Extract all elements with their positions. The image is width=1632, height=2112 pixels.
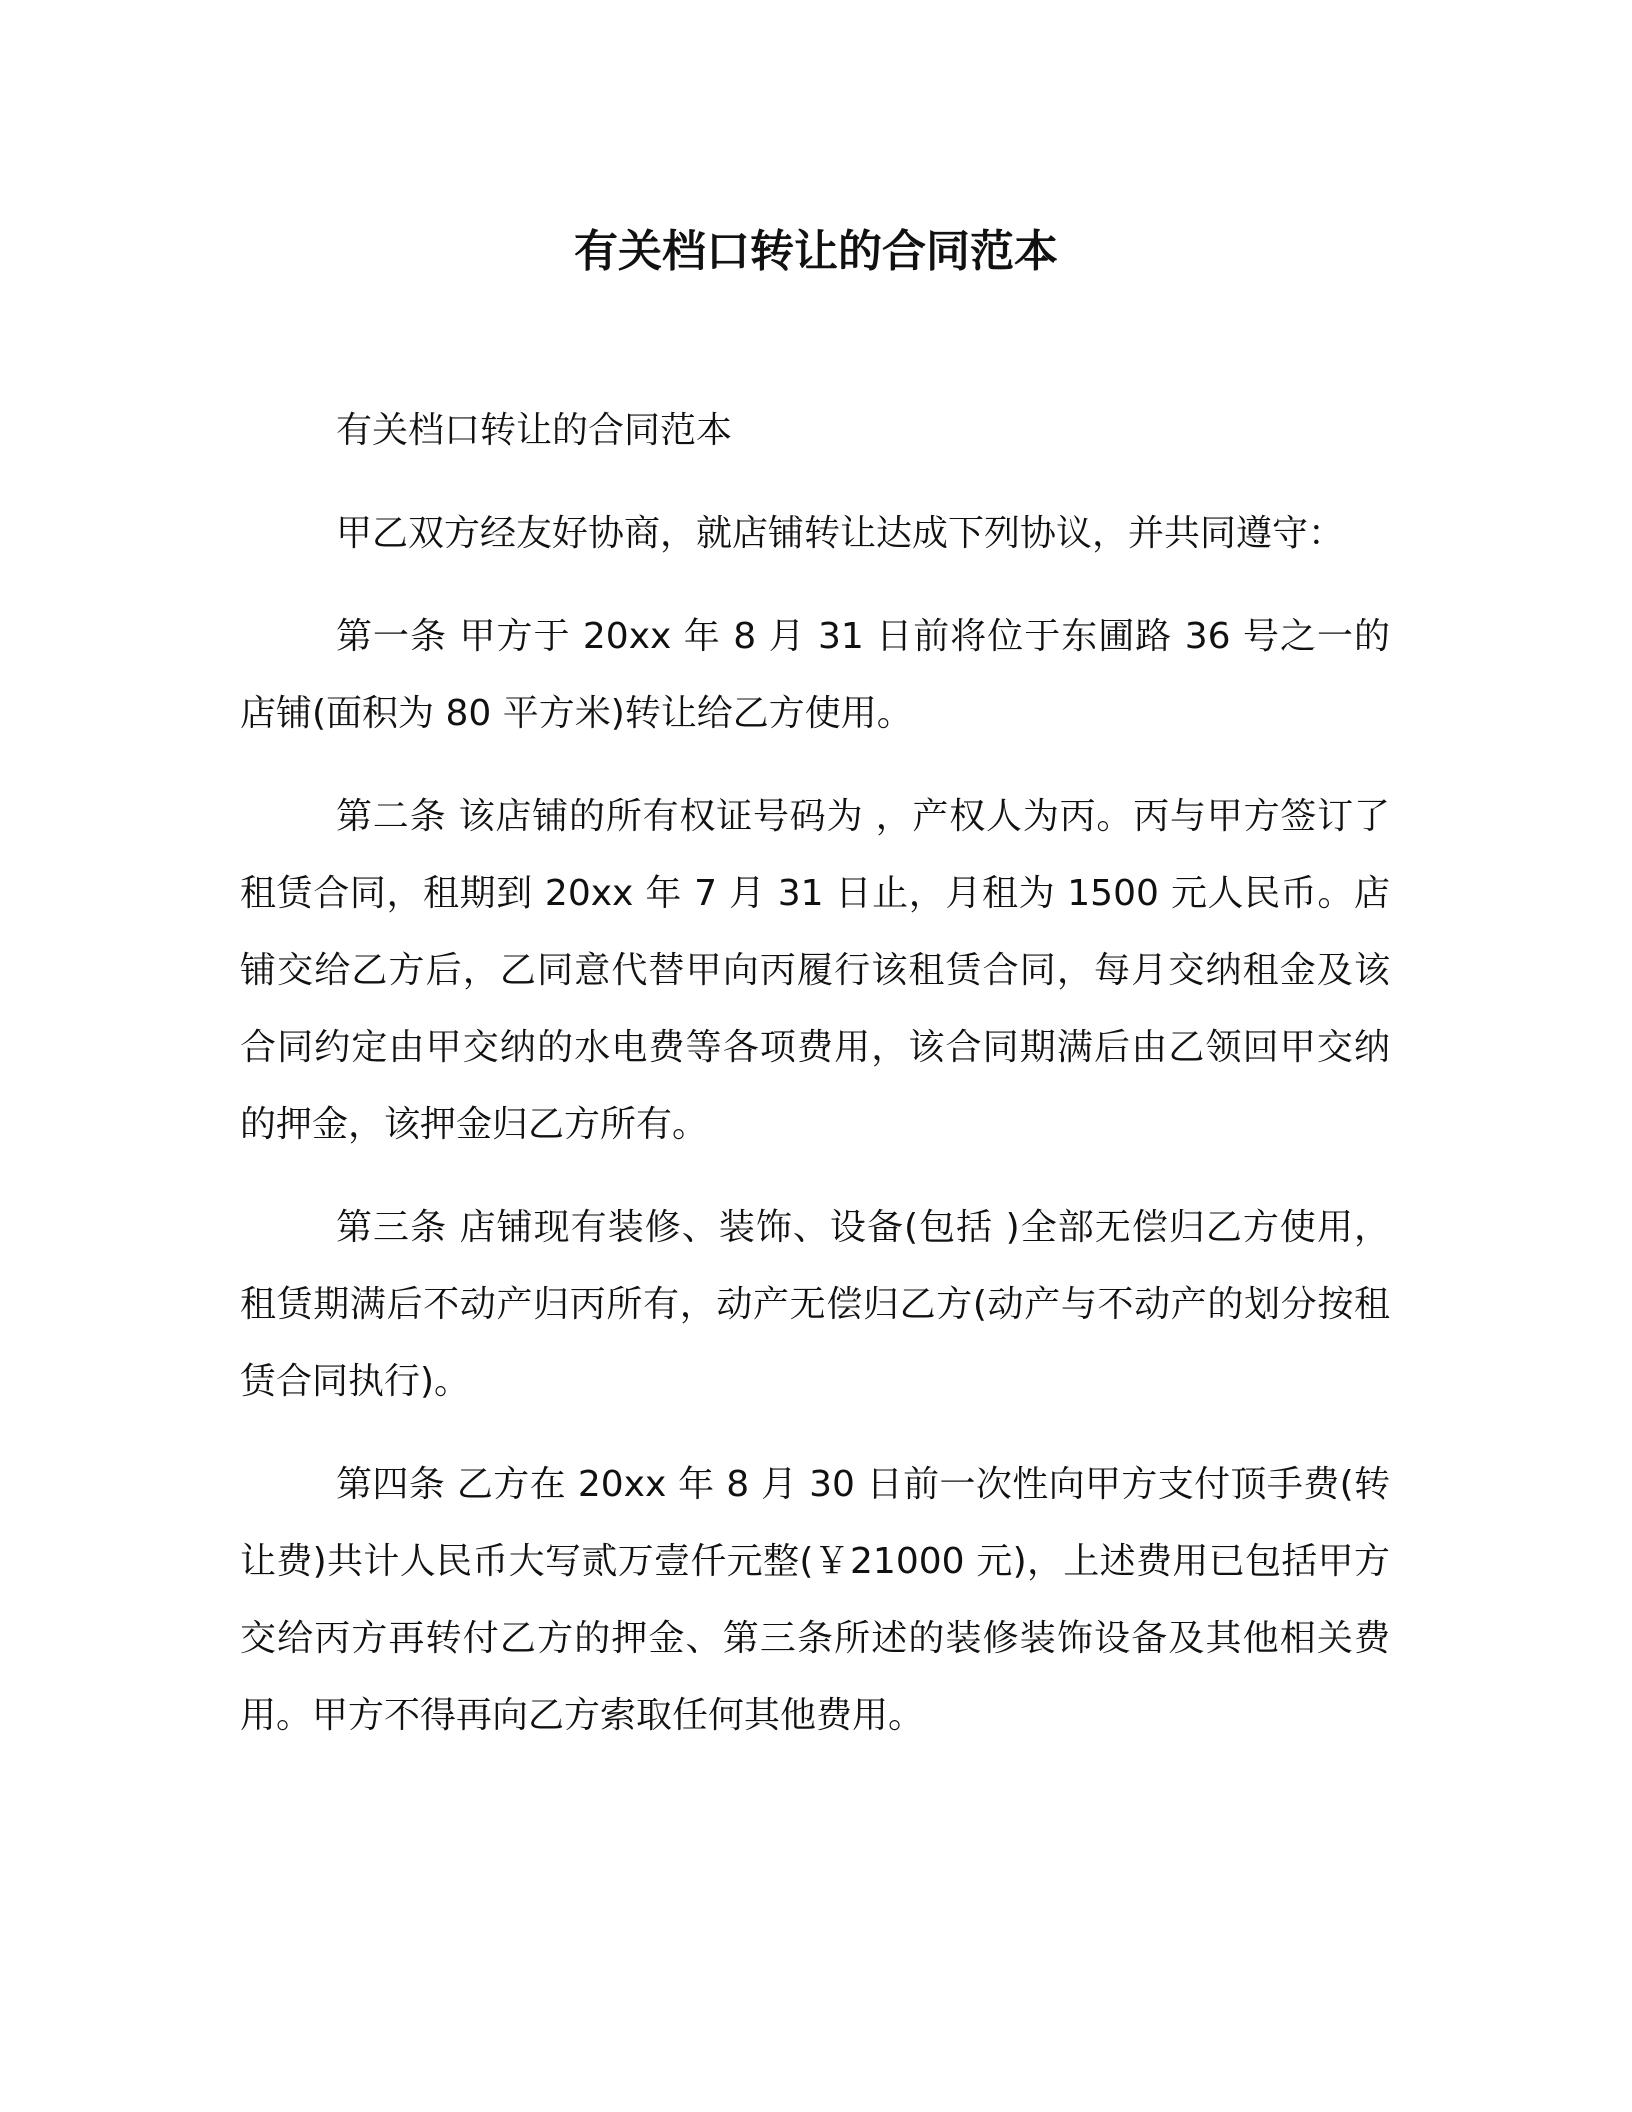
article-3-paragraph: 第三条 店铺现有装修、装饰、设备(包括 )全部无偿归乙方使用，租赁期满后不动产归丙所有，动产无偿归乙方(动产与不动产的划分按租赁合同执行)。 (240, 1207, 1390, 1402)
preamble-paragraph: 甲乙双方经友好协商，就店铺转让达成下列协议，并共同遵守： (336, 513, 1345, 554)
document-subtitle: 有关档口转让的合同范本 (336, 410, 733, 451)
document-body (240, 392, 1390, 1780)
article-2-paragraph: 第二条 该店铺的所有权证号码为 ，产权人为丙。丙与甲方签订了租赁合同，租期到 20xx 年 7 月 31 日止，月租为 1500 元人民币。店铺交给乙方后，乙同意代替甲向丙履行该租赁合同，每月交纳租金及该合同约定由甲交纳的水电费等各项费用，该合同期满后由乙领回甲交纳的押金，该押金归乙方所有。 (240, 796, 1390, 1145)
article-1-paragraph: 第一条 甲方于 20xx 年 8 月 31 日前将位于东圃路 36 号之一的店铺(面积为 80 平方米)转让给乙方使用。 (240, 616, 1390, 734)
article-4-paragraph: 第四条 乙方在 20xx 年 8 月 30 日前一次性向甲方支付顶手费(转让费)共计人民币大写贰万壹仟元整(￥21000 元)，上述费用已包括甲方交给丙方再转付乙方的押金、第三条所述的装修装饰设备及其他相关费用。甲方不得再向乙方索取任何其他费用。 (240, 1464, 1390, 1736)
document-title: 有关档口转让的合同范本 (574, 226, 1058, 277)
